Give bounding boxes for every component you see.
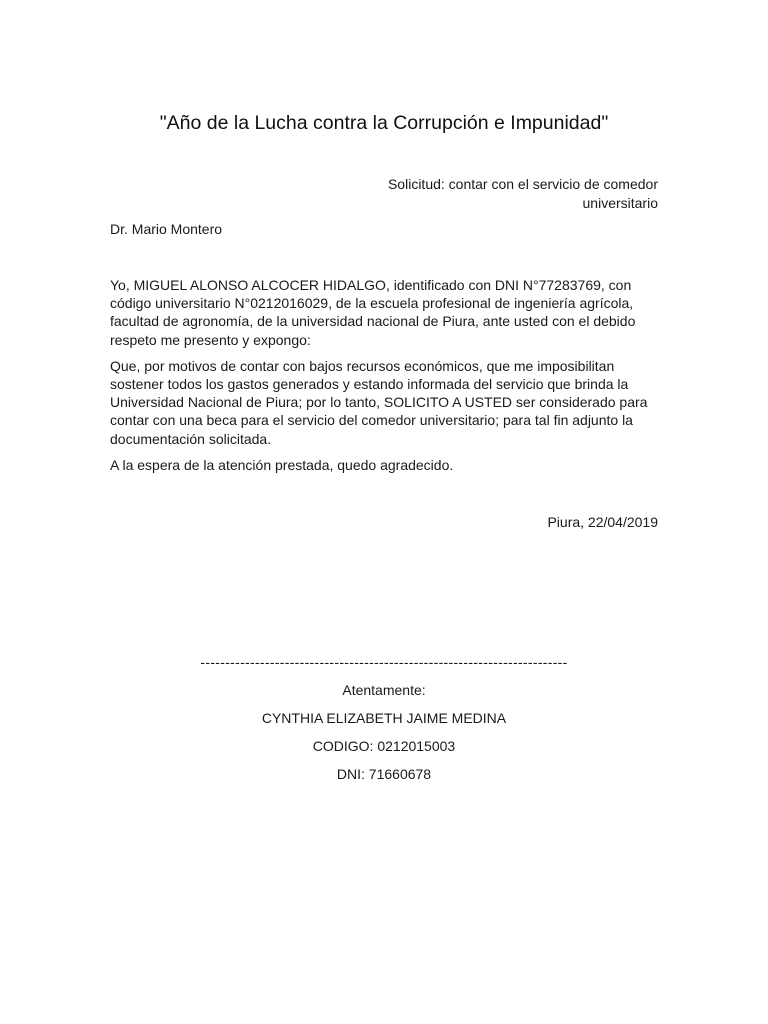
- signer-dni: DNI: 71660678: [336, 766, 432, 782]
- signature-line: --------------------------------------------------------------------------: [200, 654, 568, 670]
- intro-paragraph: Yo, MIGUEL ALONSO ALCOCER HIDALGO, identificado con DNI N°77283769, con código universitario N°0212016029, de la escuela profesional de ingeniería agrícola, facultad de agronomía, de la universidad nacional de Piura, ante usted con el debido respeto me presento y expongo:: [110, 277, 636, 348]
- year-title: "Año de la Lucha contra la Corrupción e Impunidad": [159, 112, 609, 134]
- thanks-paragraph: A la espera de la atención prestada, quedo agradecido.: [110, 456, 454, 473]
- signer-code: CODIGO: 0212015003: [312, 738, 456, 754]
- recipient-name: Dr. Mario Montero: [110, 221, 223, 237]
- request-paragraph: Que, por motivos de contar con bajos recursos económicos, que me imposibilitan sostener todos los gastos generados y estando informada del servicio que brinda la Universidad Nacional de Piura; por lo tanto, SOLICITO A USTED ser considerado para contar con una beca para el servicio del comedor universitario; para tal fin adjunto la documentación solicitada.: [110, 357, 648, 447]
- signer-name: CYNTHIA ELIZABETH JAIME MEDINA: [261, 710, 507, 726]
- letter-body: [110, 276, 662, 482]
- closing-salutation: Atentamente:: [342, 682, 426, 698]
- request-subject: Solicitud: contar con el servicio de comedor universitario: [387, 176, 658, 211]
- place-date: Piura, 22/04/2019: [547, 514, 658, 530]
